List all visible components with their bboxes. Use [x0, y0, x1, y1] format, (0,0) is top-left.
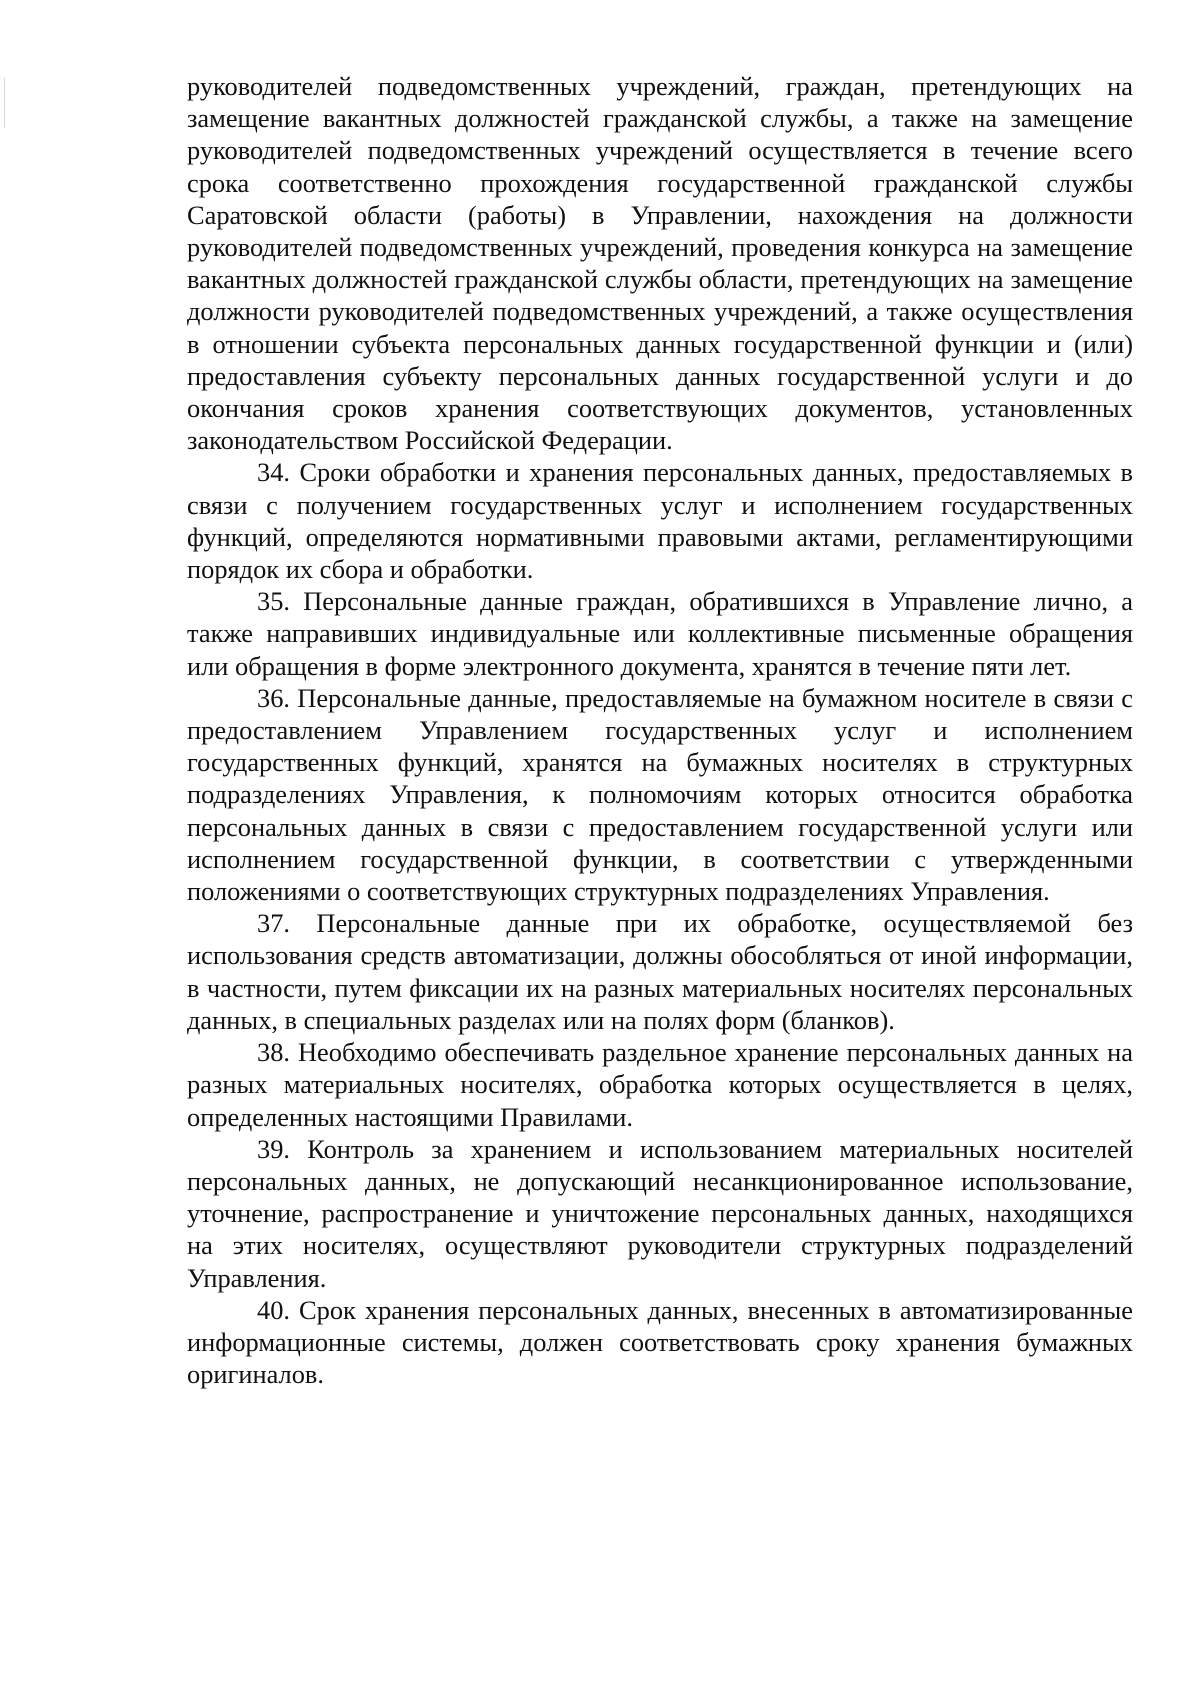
paragraph-36: 36. Персональные данные, предоставляемые на бумажном носителе в связи с предоставлением Управлением государственных услуг и исполнением государственных функций, хранятся на бумажных носителях в структурных подразделениях Управления, к полномочиям которых относится обработка персональных данных в связи с предоставлением государственной услуги или исполнением государственной функции, в соответствии с утвержденными положениями о соответствующих структурных подразделениях Управления.	[187, 682, 1133, 907]
document-body	[187, 70, 1133, 1390]
paragraph-37: 37. Персональные данные при их обработке, осуществляемой без использования средств автоматизации, должны обособляться от иной информации, в частности, путем фиксации их на разных материальных носителях персональных данных, в специальных разделах или на полях форм (бланков).	[187, 908, 1133, 1035]
paragraph-40: 40. Срок хранения персональных данных, внесенных в автоматизированные информационные системы, должен соответствовать сроку хранения бумажных оригиналов.	[187, 1294, 1133, 1390]
paragraph-38: 38. Необходимо обеспечивать раздельное хранение персональных данных на разных материальных носителях, обработка которых осуществляется в целях, определенных настоящими Правилами.	[187, 1037, 1133, 1132]
paragraph-continuation: руководителей подведомственных учреждений, граждан, претендующих на замещение вакантных должностей гражданской службы, а также на замещение руководителей подведомственных учреждений осуществляется в течение всего срока соответственно прохождения государственной гражданской службы Саратовской области (работы) в Управлении, нахождения на должности руководителей подведомственных учреждений, проведения конкурса на замещение вакантных должностей гражданской службы области, претендующих на замещение должности руководителей подведомственных учреждений, а также осуществления в отношении субъекта персональных данных государственной функции и (или) предоставления субъекту персональных данных государственной услуги и до окончания сроков хранения соответствующих документов, установленных законодательством Российской Федерации.	[187, 71, 1133, 456]
scan-margin-mark	[4, 78, 5, 128]
paragraph-34: 34. Сроки обработки и хранения персональных данных, предоставляемых в связи с получением государственных услуг и исполнением государственных функций, определяются нормативными правовыми актами, регламентирующими порядок их сбора и обработки.	[187, 457, 1133, 585]
paragraph-39: 39. Контроль за хранением и использованием материальных носителей персональных данных, не допускающий несанкционированное использование, уточнение, распространение и уничтожение персональных данных, находящихся на этих носителях, осуществляют руководители структурных подразделений Управления.	[187, 1133, 1133, 1293]
paragraph-35: 35. Персональные данные граждан, обратившихся в Управление лично, а также направивших индивидуальные или коллективные письменные обращения или обращения в форме электронного документа, хранятся в течение пяти лет.	[187, 586, 1133, 681]
